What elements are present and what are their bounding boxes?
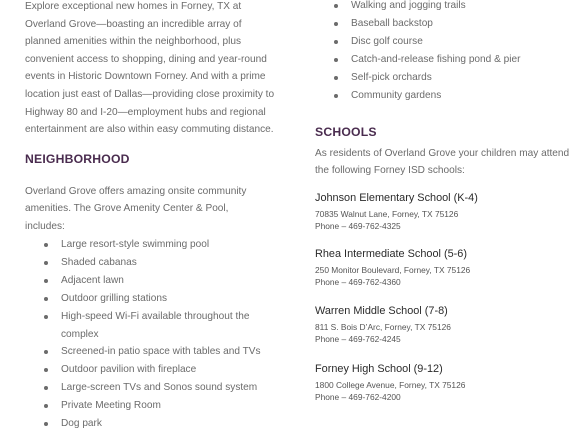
bullet-icon xyxy=(44,261,48,265)
school-entry xyxy=(315,362,573,403)
bullet-icon xyxy=(334,58,338,62)
bullet-icon xyxy=(334,22,338,26)
schools-para-line: the following Forney ISD schools: xyxy=(315,165,465,177)
list-item: Community gardens xyxy=(315,87,573,105)
school-address: 811 S. Bois D’Arc, Forney, TX 75126 xyxy=(315,322,451,332)
bullet-icon xyxy=(334,76,338,80)
school-address: 1800 College Avenue, Forney, TX 75126 xyxy=(315,380,466,390)
neighborhood-amenities-list xyxy=(25,236,287,432)
school-name: Forney High School (9-12) xyxy=(315,363,443,375)
bullet-icon xyxy=(334,40,338,44)
list-item: High-speed Wi-Fi available throughout the xyxy=(25,308,287,326)
bullet-icon xyxy=(44,315,48,319)
neighborhood-heading: NEIGHBORHOOD xyxy=(25,152,130,166)
schools-paragraph xyxy=(315,145,573,180)
school-address: 250 Monitor Boulevard, Forney, TX 75126 xyxy=(315,265,471,275)
neighborhood-para-line: includes: xyxy=(25,220,65,232)
schools-heading: SCHOOLS xyxy=(315,125,377,139)
schools-para-line: As residents of Overland Grove your children may attend xyxy=(315,148,570,159)
bullet-icon xyxy=(334,94,338,98)
list-item: Walking and jogging trails xyxy=(315,0,573,15)
school-entry xyxy=(315,191,573,232)
intro-line: Overland Grove—boasting an incredible array of xyxy=(25,18,242,30)
bullet-icon xyxy=(44,243,48,247)
list-item: Self-pick orchards xyxy=(315,69,573,87)
list-item: Catch-and-release fishing pond & pier xyxy=(315,51,573,69)
neighborhood-para-line: amenities. The Grove Amenity Center & Pool, xyxy=(25,203,229,215)
list-item: Outdoor pavilion with fireplace xyxy=(25,361,287,379)
neighborhood-para-line: Overland Grove offers amazing onsite community xyxy=(25,186,247,197)
school-entry xyxy=(315,304,573,345)
school-phone: Phone – 469-762-4245 xyxy=(315,333,401,344)
bullet-icon xyxy=(44,386,48,390)
list-item: Outdoor grilling stations xyxy=(25,290,287,308)
list-item: Adjacent lawn xyxy=(25,272,287,290)
list-item: Baseball backstop xyxy=(315,15,573,33)
list-item: Private Meeting Room xyxy=(25,397,287,415)
bullet-icon xyxy=(44,279,48,283)
bullet-icon xyxy=(44,368,48,372)
bullet-icon xyxy=(44,297,48,301)
intro-line: Highway 80 and I-20—employment hubs and regional xyxy=(25,106,266,118)
school-phone: Phone – 469-762-4325 xyxy=(315,220,401,231)
school-phone: Phone – 469-762-4360 xyxy=(315,276,401,287)
intro-line: location just east of Dallas—providing close proximity to xyxy=(25,88,275,100)
school-address: 70835 Walnut Lane, Forney, TX 75126 xyxy=(315,209,459,219)
list-item: Shaded cabanas xyxy=(25,254,287,272)
intro-line: planned amenities within the neighborhood, plus xyxy=(25,36,242,48)
intro-paragraph xyxy=(25,0,274,139)
intro-line: entertainment are also within easy commuting distance. xyxy=(25,124,274,136)
list-item: Large resort-style swimming pool xyxy=(25,236,287,254)
list-item-continuation: complex xyxy=(61,328,99,340)
bullet-icon xyxy=(44,422,48,426)
outdoor-amenities-list xyxy=(315,0,573,104)
list-item: Dog park xyxy=(25,415,287,432)
bullet-icon xyxy=(44,404,48,408)
intro-line: events in Historic Downtown Forney. And with a prime xyxy=(25,71,266,83)
school-name: Johnson Elementary School (K-4) xyxy=(315,192,478,204)
list-item: Screened-in patio space with tables and TVs xyxy=(25,343,287,361)
list-item: Large-screen TVs and Sonos sound system xyxy=(25,379,287,397)
list-item: Disc golf course xyxy=(315,33,573,51)
neighborhood-paragraph xyxy=(25,183,277,235)
school-entry xyxy=(315,247,573,288)
intro-line: convenient access to shopping, dining and year-round xyxy=(25,53,267,65)
school-name: Warren Middle School (7-8) xyxy=(315,305,448,317)
school-phone: Phone – 469-762-4200 xyxy=(315,391,401,402)
intro-line: Explore exceptional new homes in Forney, TX at xyxy=(25,1,242,12)
bullet-icon xyxy=(334,4,338,8)
school-name: Rhea Intermediate School (5-6) xyxy=(315,248,467,260)
bullet-icon xyxy=(44,350,48,354)
